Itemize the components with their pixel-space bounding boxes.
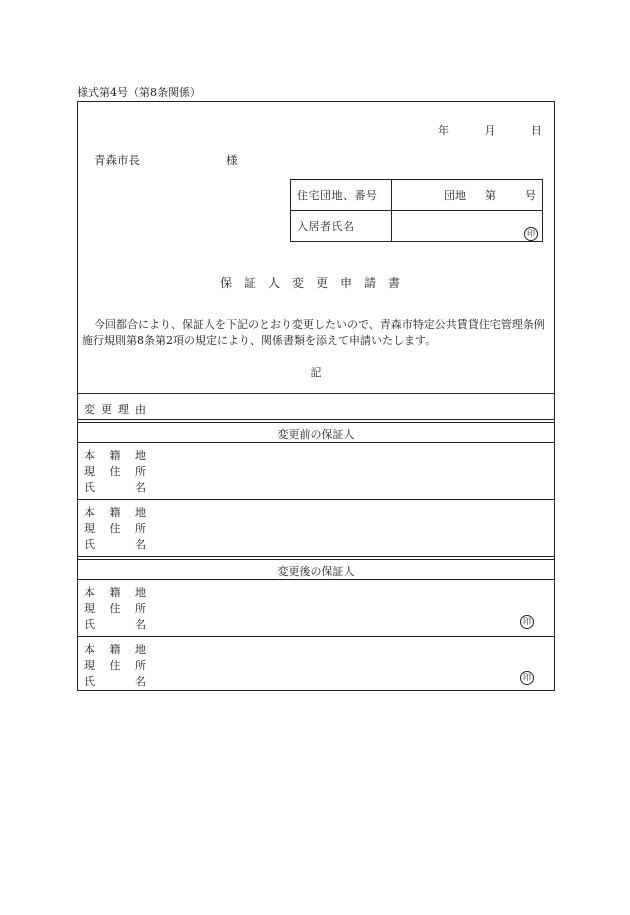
housing-number-field[interactable]: [392, 180, 543, 211]
address-label: 現 住 所: [84, 465, 146, 478]
after-guarantor-1[interactable]: [84, 585, 146, 633]
divider: [78, 393, 554, 394]
divider: [78, 442, 554, 443]
name-label: 氏 名: [84, 481, 146, 494]
seal-icon: 印: [520, 671, 534, 685]
divider: [78, 579, 554, 580]
divider: [78, 419, 554, 420]
divider: [78, 556, 554, 557]
date-year[interactable]: 年: [438, 124, 449, 137]
name-label: 氏 名: [84, 538, 146, 551]
after-guarantor-2[interactable]: [84, 642, 146, 690]
addressee-name: 青森市長: [94, 153, 140, 167]
addressee: [94, 152, 238, 168]
housing-number-label: 住宅団地、番号: [291, 180, 392, 211]
before-guarantor-1[interactable]: [84, 448, 146, 496]
applicant-table: [290, 179, 543, 242]
honseki-label: 本 籍 地: [84, 586, 146, 599]
resident-name-label: 入居者氏名: [291, 211, 392, 242]
name-label: 氏 名: [84, 675, 146, 688]
seal-icon: 印: [520, 615, 534, 629]
address-label: 現 住 所: [84, 602, 146, 615]
go-unit: 号: [525, 189, 536, 202]
honseki-label: 本 籍 地: [84, 643, 146, 656]
danchi-unit: 団地: [444, 189, 466, 202]
before-guarantor-2[interactable]: [84, 505, 146, 553]
address-label: 現 住 所: [84, 522, 146, 535]
honseki-label: 本 籍 地: [84, 506, 146, 519]
honseki-label: 本 籍 地: [84, 449, 146, 462]
addressee-honorific: 様: [226, 153, 238, 167]
body-text: 今回都合により、保証人を下記のとおり変更したいので、青森市特定公共賃貸住宅管理条例施行規則第8条第2項の規定により、関係書類を添えて申請いたします。: [82, 318, 545, 347]
application-form: [77, 101, 555, 691]
form-code: 様式第4号（第8条関係）: [77, 86, 201, 99]
form-title: 保証人変更申請書: [219, 276, 412, 290]
change-reason-label: 変更理由: [84, 403, 152, 416]
after-guarantor-header: 変更後の保証人: [277, 565, 355, 578]
divider: [78, 559, 554, 560]
divider: [78, 422, 554, 423]
seal-icon: 印: [524, 227, 538, 241]
name-label: 氏 名: [84, 618, 146, 631]
divider: [78, 499, 554, 500]
date-month[interactable]: 月: [484, 124, 496, 137]
divider: [78, 636, 554, 637]
address-label: 現 住 所: [84, 659, 146, 672]
date-line: [436, 122, 542, 138]
dai-unit: 第: [485, 189, 496, 202]
resident-name-field[interactable]: [392, 211, 543, 242]
ki-heading: 記: [310, 366, 322, 379]
date-day[interactable]: 日: [531, 124, 542, 137]
before-guarantor-header: 変更前の保証人: [277, 428, 355, 441]
